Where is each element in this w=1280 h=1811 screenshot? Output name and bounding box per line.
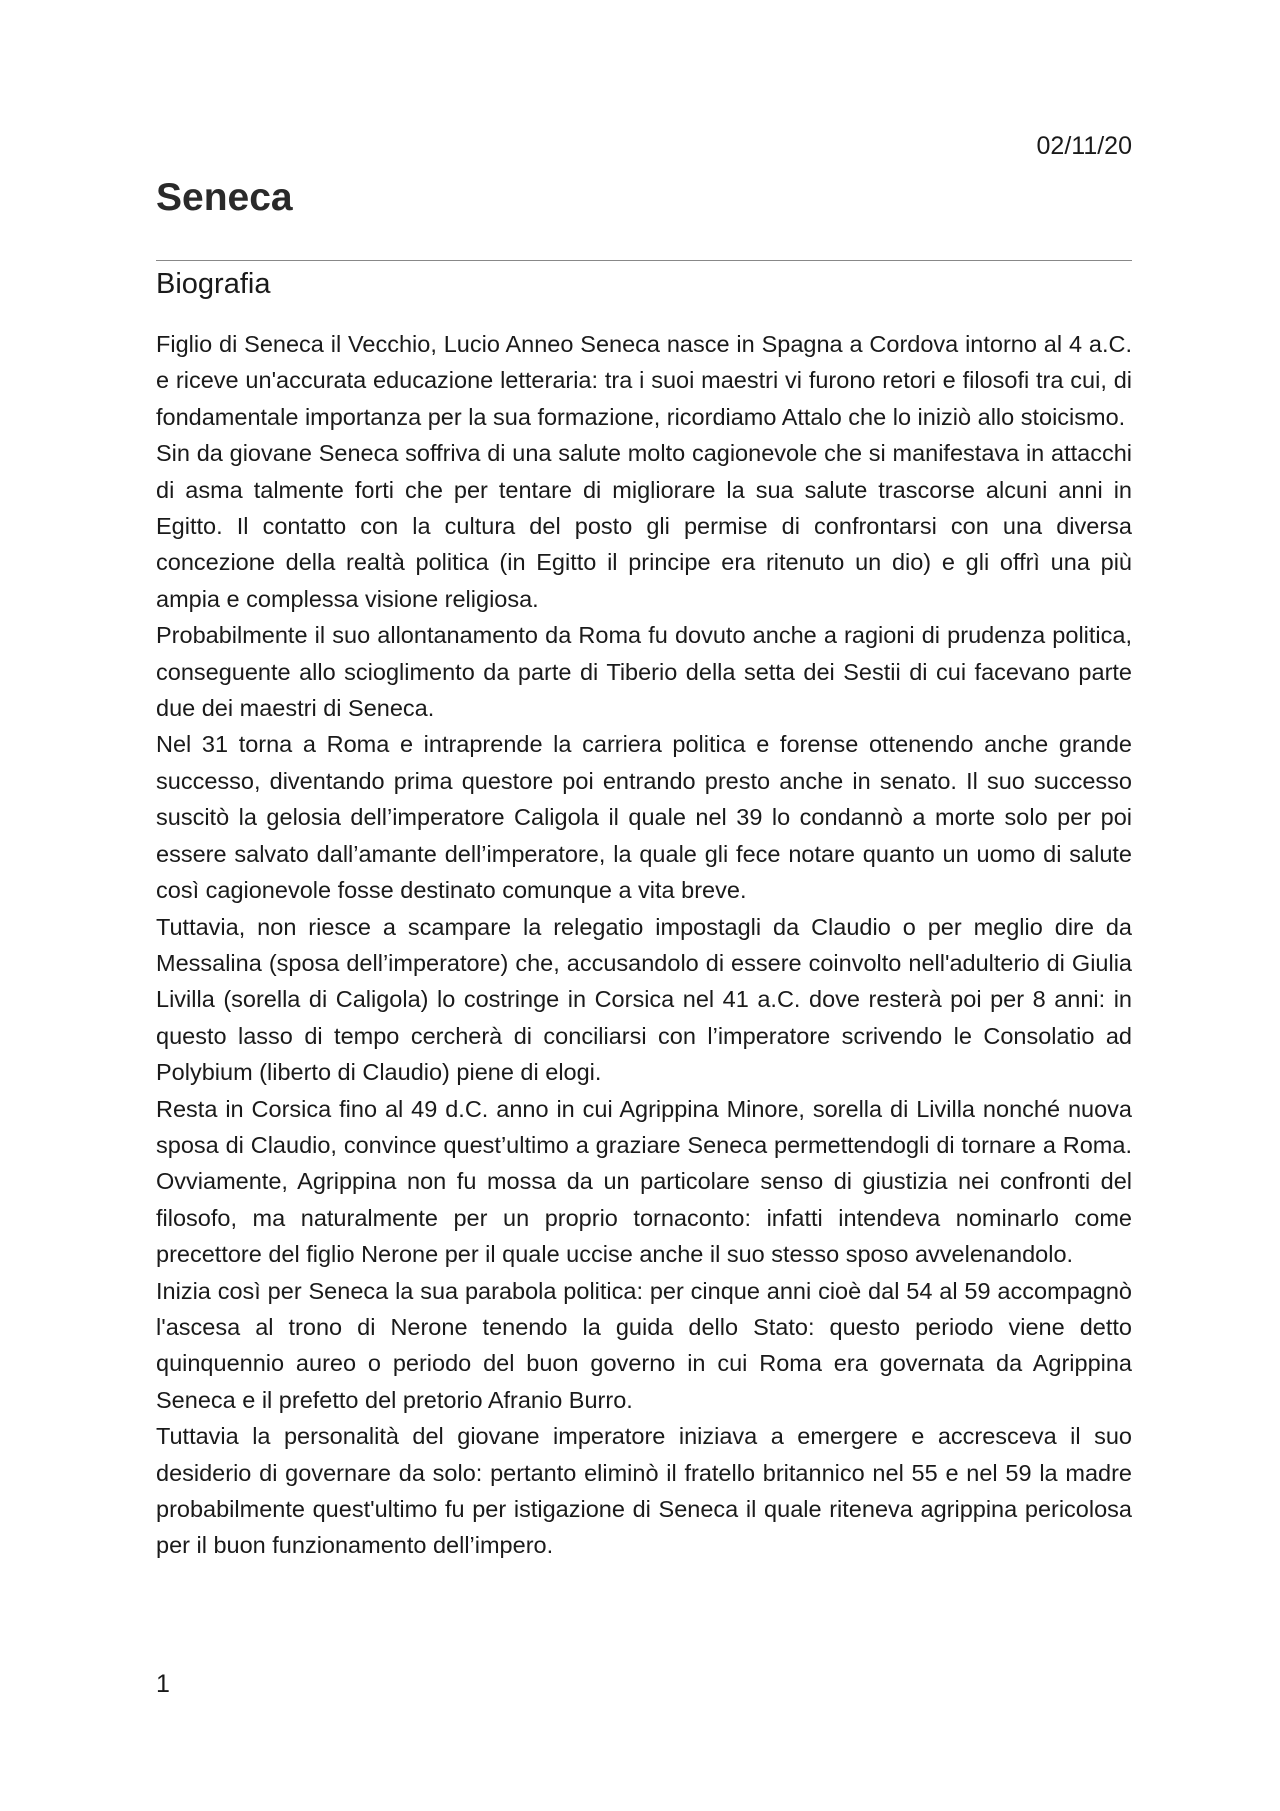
document-title: Seneca: [156, 176, 293, 219]
paragraph-political-career: Nel 31 torna a Roma e intraprende la carriera politica e forense ottenendo anche grande successo, diventando prima questore poi entrando presto anche in senato. Il suo successo suscitò la gelosia dell’imperatore Caligola il quale nel 39 lo condannò a morte solo per poi essere salvato dall’amante dell’imperatore, la quale gli fece notare quanto un uomo di salute così cagionevole fosse destinato comunque a vita breve.: [156, 731, 1132, 904]
document-body: [156, 326, 1132, 1564]
paragraph-early-life: Figlio di Seneca il Vecchio, Lucio Anneo Seneca nasce in Spagna a Cordova intorno al 4 a.C. e riceve un'accurata educazione letteraria: tra i suoi maestri vi furono retori e filosofi tra cui, di fondamentale importanza per la sua formazione, ricordiamo Attalo che lo iniziò allo stoicismo.: [156, 331, 1132, 430]
section-heading: Biografia: [156, 268, 271, 300]
title-divider: [156, 260, 1132, 261]
paragraph-health-egypt: Sin da giovane Seneca soffriva di una salute molto cagionevole che si manifestava in attacchi di asma talmente forti che per tentare di migliorare la sua salute trascorse alcuni anni in Egitto. Il contatto con la cultura del posto gli permise di confrontarsi con una diversa concezione della realtà politica (in Egitto il principe era ritenuto un dio) e gli offrì una più ampia e complessa visione religiosa.: [156, 440, 1132, 612]
paragraph-quinquennio: Inizia così per Seneca la sua parabola politica: per cinque anni cioè dal 54 al 59 accompagnò l'ascesa al trono di Nerone tenendo la guida dello Stato: questo periodo viene detto quinquennio aureo o periodo del buon governo in cui Roma era governata da Agrippina Seneca e il prefetto del pretorio Afranio Burro.: [156, 1277, 1132, 1413]
page-number: 1: [156, 1670, 170, 1698]
document-date: 02/11/20: [1036, 132, 1132, 160]
paragraph-relegatio: Tuttavia, non riesce a scampare la relegatio impostagli da Claudio o per meglio dire da Messalina (sposa dell’imperatore) che, accusandolo di essere coinvolto nell'adulterio di Giulia Livilla (sorella di Caligola) lo costringe in Corsica nel 41 a.C. dove resterà poi per 8 anni: in questo lasso di tempo cercherà di conciliarsi con l’imperatore scrivendo le Consolatio ad Polybium (liberto di Claudio) piene di elogi.: [156, 913, 1132, 1086]
paragraph-departure-rome: Probabilmente il suo allontanamento da Roma fu dovuto anche a ragioni di prudenza politica, conseguente allo scioglimento da parte di Tiberio della setta dei Sestii di cui facevano parte due dei maestri di Seneca.: [156, 622, 1132, 722]
paragraph-return-rome: Resta in Corsica fino al 49 d.C. anno in cui Agrippina Minore, sorella di Livilla nonché nuova sposa di Claudio, convince quest’ultimo a graziare Seneca permettendogli di tornare a Roma. Ovviamente, Agrippina non fu mossa da un particolare senso di giustizia nei confronti del filosofo, ma naturalmente per un proprio tornaconto: infatti intendeva nominarlo come precettore del figlio Nerone per il quale uccise anche il suo stesso sposo avvelenandolo.: [156, 1095, 1132, 1268]
paragraph-nero-personality: Tuttavia la personalità del giovane imperatore iniziava a emergere e accresceva il suo desiderio di governare da solo: pertanto eliminò il fratello britannico nel 55 e nel 59 la madre probabilmente quest'ultimo fu per istigazione di Seneca il quale riteneva agrippina pericolosa per il buon funzionamento dell’impero.: [156, 1423, 1132, 1559]
